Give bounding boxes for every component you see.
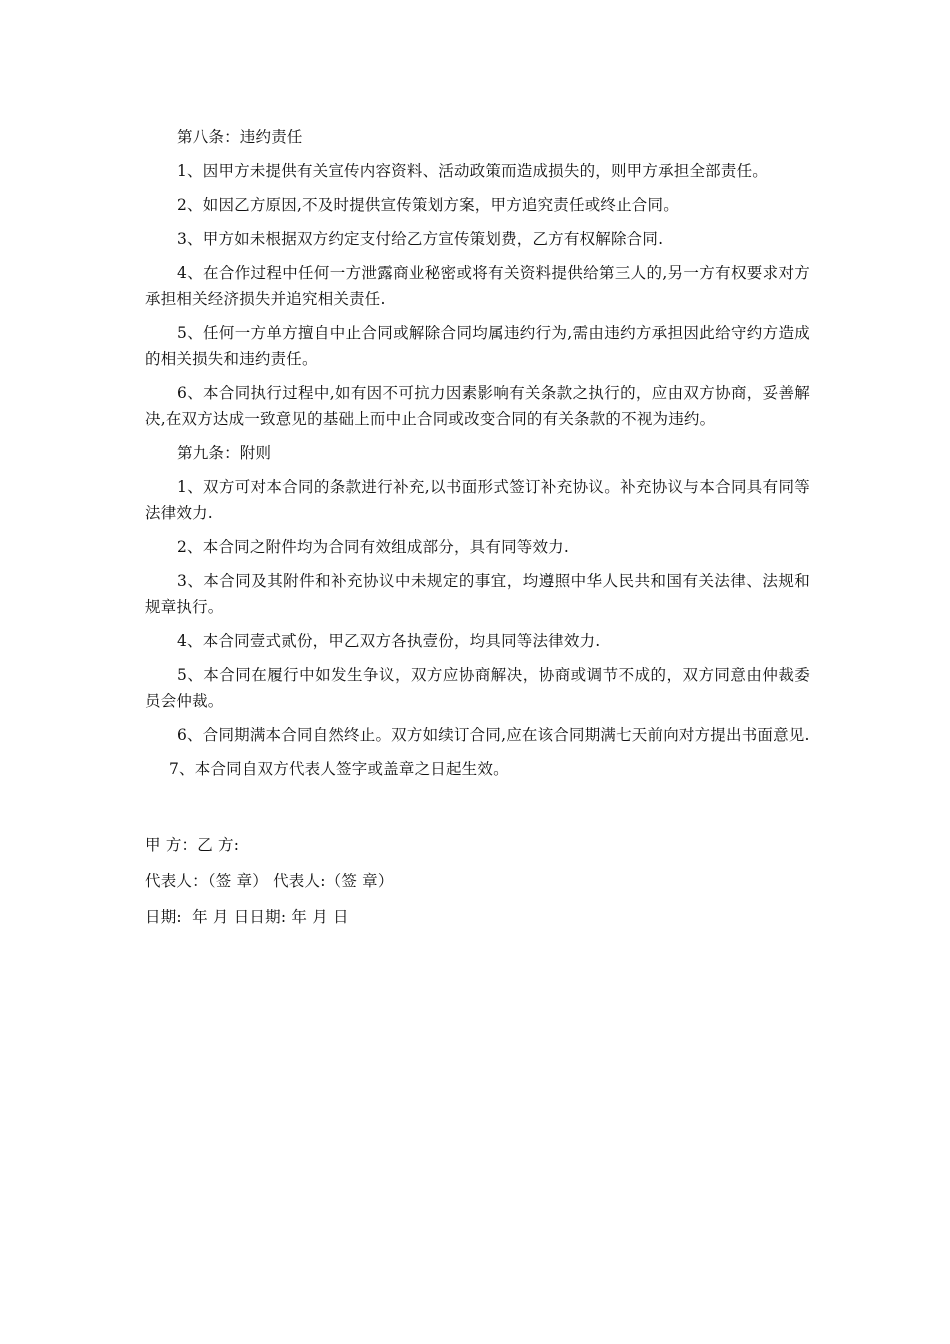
signature-block bbox=[145, 832, 745, 940]
article-8-item-1: 1、因甲方未提供有关宣传内容资料、活动政策而造成损失的，则甲方承担全部责任。 bbox=[177, 162, 768, 180]
article-9-item-5: 5、本合同在履行中如发生争议，双方应协商解决，协商或调节不成的，双方同意由仲裁委员会仲裁。 bbox=[145, 666, 810, 710]
article-8-item-2: 2、如因乙方原因,不及时提供宣传策划方案，甲方追究责任或终止合同。 bbox=[177, 196, 679, 214]
article-9-item-2: 2、本合同之附件均为合同有效组成部分，具有同等效力. bbox=[177, 538, 569, 556]
article-8-item-4: 4、在合作过程中任何一方泄露商业秘密或将有关资料提供给第三人的,另一方有权要求对方承担相关经济损失并追究相关责任. bbox=[145, 264, 810, 308]
article-9-item-7: 7、本合同自双方代表人签字或盖章之日起生效。 bbox=[169, 760, 509, 778]
signature-representatives: 代表人：（签 章） 代表人:（签 章） bbox=[145, 872, 394, 890]
article-9-heading: 第九条：附则 bbox=[177, 444, 272, 462]
signature-dates: 日期: 年 月 日日期: 年 月 日 bbox=[145, 908, 349, 926]
signature-parties: 甲 方：乙 方: bbox=[145, 836, 240, 854]
article-8-item-3: 3、甲方如未根据双方约定支付给乙方宣传策划费，乙方有权解除合同. bbox=[177, 230, 664, 248]
article-9-item-1: 1、双方可对本合同的条款进行补充,以书面形式签订补充协议。补充协议与本合同具有同等法律效力. bbox=[145, 478, 810, 522]
article-8-heading: 第八条：违约责任 bbox=[177, 128, 303, 146]
article-9-item-3: 3、本合同及其附件和补充协议中未规定的事宜，均遵照中华人民共和国有关法律、法规和规章执行。 bbox=[145, 572, 810, 616]
article-9-item-4: 4、本合同壹式贰份，甲乙双方各执壹份，均具同等法律效力. bbox=[177, 632, 601, 650]
article-8-item-5: 5、任何一方单方擅自中止合同或解除合同均属违约行为,需由违约方承担因此给守约方造成的相关损失和违约责任。 bbox=[145, 324, 810, 368]
article-8-item-6: 6、本合同执行过程中,如有因不可抗力因素影响有关条款之执行的，应由双方协商，妥善解决,在双方达成一致意见的基础上而中止合同或改变合同的有关条款的不视为违约。 bbox=[145, 384, 810, 428]
contract-body bbox=[145, 124, 810, 790]
article-9-item-6: 6、合同期满本合同自然终止。双方如续订合同,应在该合同期满七天前向对方提出书面意见. bbox=[177, 726, 810, 744]
